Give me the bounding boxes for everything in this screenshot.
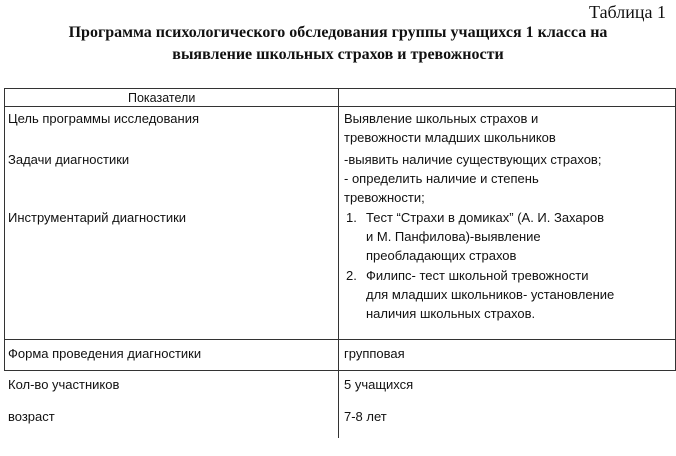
table-number-label: Таблица 1 bbox=[589, 2, 666, 22]
row-tasks-label: Задачи диагностики bbox=[8, 152, 130, 167]
list-number: 2. bbox=[346, 268, 357, 283]
tools-item-1-line-1: Тест “Страхи в домиках” (А. И. Захаров bbox=[366, 210, 605, 225]
row-goal-value-line-1: Выявление школьных страхов и bbox=[344, 111, 539, 126]
row-tasks-value-line-1: -выявить наличие существующих страхов; bbox=[344, 152, 602, 167]
row-tasks-value-line-3: тревожности; bbox=[344, 190, 425, 205]
document-title-line-1: Программа психологического обследования группы учащихся 1 класса на bbox=[68, 24, 608, 41]
row-divider bbox=[4, 370, 676, 371]
tools-item-1-line-3: преобладающих страхов bbox=[366, 248, 517, 263]
row-form-value: групповая bbox=[344, 346, 405, 361]
row-participants-value: 5 учащихся bbox=[344, 377, 414, 392]
row-tasks-value-line-2: - определить наличие и степень bbox=[344, 171, 539, 186]
column-divider bbox=[338, 88, 339, 438]
tools-item-1-line-2: и М. Панфилова)-выявление bbox=[366, 229, 541, 244]
row-goal-value-line-2: тревожности младших школьников bbox=[344, 130, 556, 145]
left-border bbox=[4, 88, 5, 370]
header-bottom-border bbox=[4, 106, 676, 107]
header-indicators: Показатели bbox=[128, 91, 196, 105]
row-form-label: Форма проведения диагностики bbox=[8, 346, 202, 361]
row-goal-label: Цель программы исследования bbox=[8, 111, 199, 126]
row-participants-label: Кол-во участников bbox=[8, 377, 120, 392]
row-age-label: возраст bbox=[8, 409, 55, 424]
row-tools-label: Инструментарий диагностики bbox=[8, 210, 187, 225]
table-top-border bbox=[4, 88, 676, 89]
document-title-line-2: выявление школьных страхов и тревожности bbox=[172, 46, 504, 63]
tools-item-2-line-2: для младших школьников- установление bbox=[366, 287, 615, 302]
tools-item-2-line-1: Филипс- тест школьной тревожности bbox=[366, 268, 589, 283]
row-age-value: 7-8 лет bbox=[344, 409, 387, 424]
tools-item-2-line-3: наличия школьных страхов. bbox=[366, 306, 536, 321]
row-divider bbox=[4, 339, 676, 340]
list-number: 1. bbox=[346, 210, 357, 225]
